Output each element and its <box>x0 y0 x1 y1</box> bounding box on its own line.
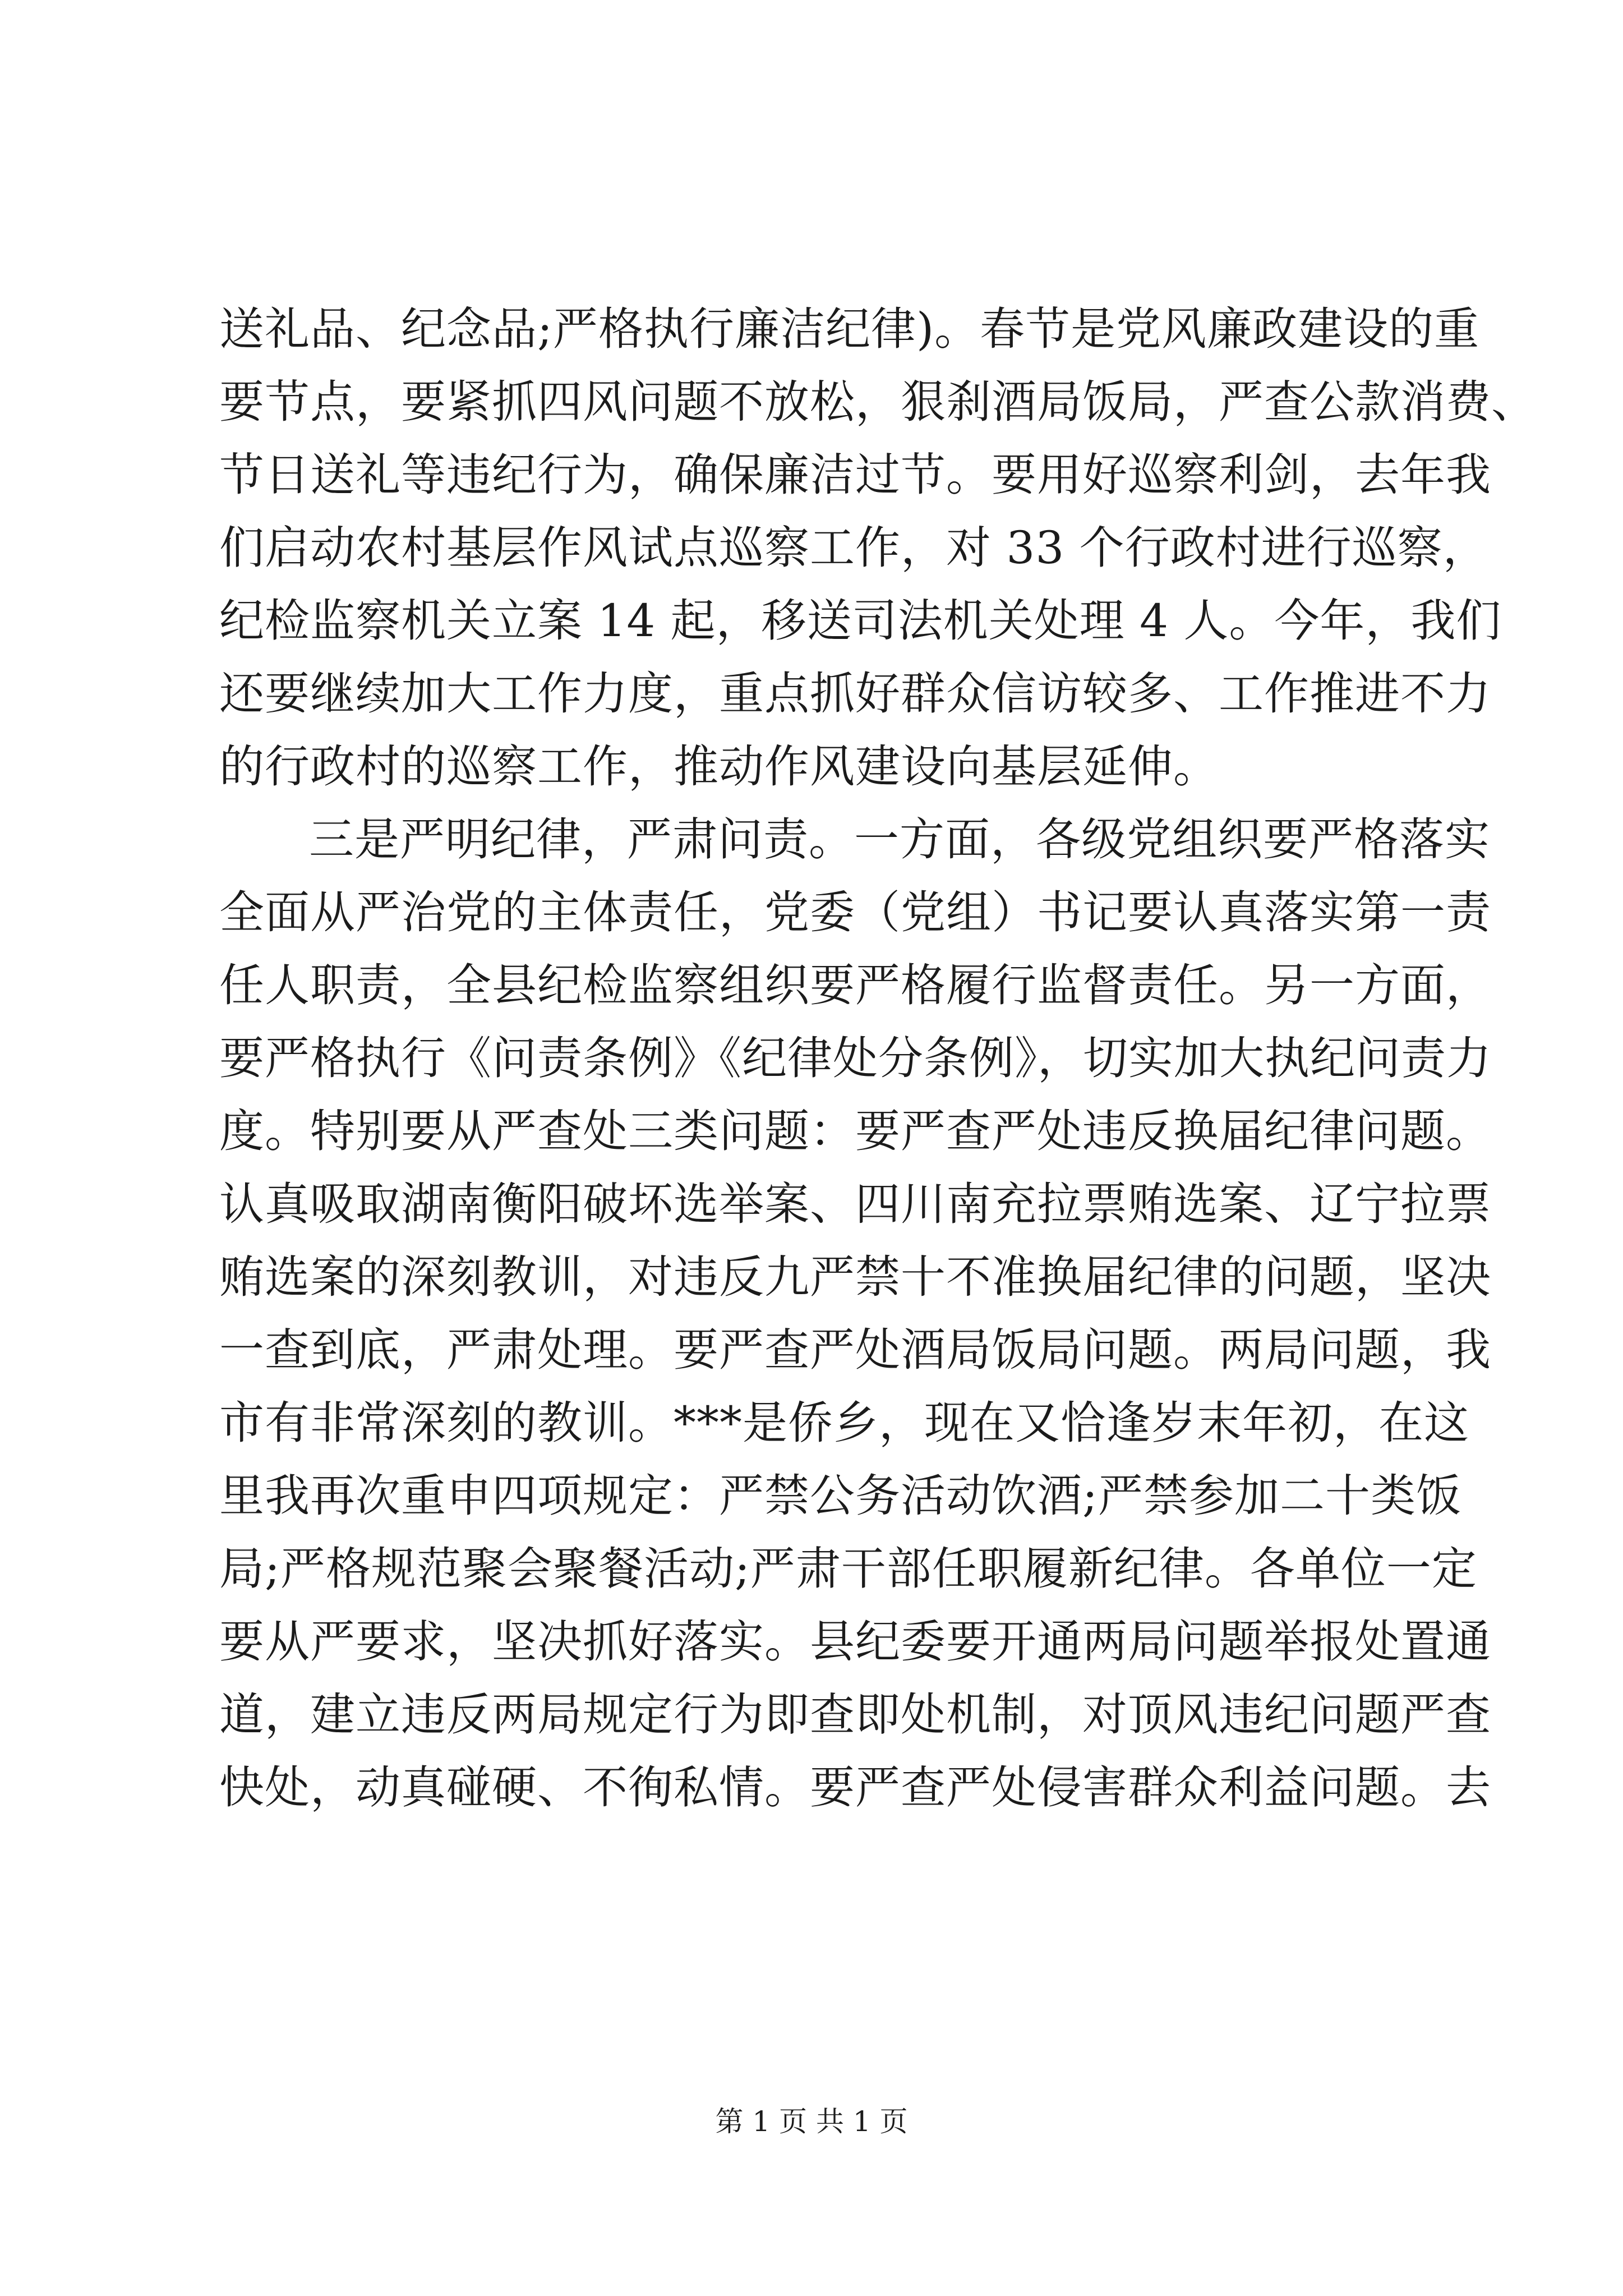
text-line: 还要继续加大工作力度，重点抓好群众信访较多、工作推进不力 <box>219 668 1491 720</box>
text-line: 纪检监察机关立案 14 起，移送司法机关处理 4 人。今年，我们 <box>219 595 1502 647</box>
text-line: 贿选案的深刻教训，对违反九严禁十不准换届纪律的问题，坚决 <box>219 1251 1491 1303</box>
text-line: 度。特别要从严查处三类问题：要严查严处违反换届纪律问题。 <box>219 1105 1491 1157</box>
text-line: 们启动农村基层作风试点巡察工作，对 33 个行政村进行巡察， <box>219 522 1488 574</box>
text-line: 的行政村的巡察工作，推动作风建设向基层延伸。 <box>219 740 1219 793</box>
text-line: 认真吸取湖南衡阳破坏选举案、四川南充拉票贿选案、辽宁拉票 <box>219 1178 1491 1230</box>
text-line: 送礼品、纪念品;严格执行廉洁纪律)。春节是党风廉政建设的重 <box>219 303 1480 355</box>
text-line: 市有非常深刻的教训。***是侨乡，现在又恰逢岁末年初，在这 <box>219 1397 1469 1449</box>
text-line: 里我再次重申四项规定：严禁公务活动饮酒;严禁参加二十类饭 <box>219 1470 1461 1522</box>
text-line: 任人职责，全县纪检监察组织要严格履行监督责任。另一方面， <box>219 959 1491 1011</box>
text-line: 要从严要求，坚决抓好落实。县纪委要开通两局问题举报处置通 <box>219 1616 1491 1668</box>
text-line: 一查到底，严肃处理。要严查严处酒局饭局问题。两局问题，我 <box>219 1324 1491 1376</box>
text-line: 局;严格规范聚会聚餐活动;严肃干部任职履新纪律。各单位一定 <box>219 1543 1477 1595</box>
paragraph-first-line: 三是严明纪律，严肃问责。一方面，各级党组织要严格落实 <box>309 813 1490 866</box>
text-line: 要节点，要紧抓四风问题不放松，狠刹酒局饭局，严查公款消费、 <box>219 376 1537 428</box>
text-line: 全面从严治党的主体责任，党委（党组）书记要认真落实第一责 <box>219 886 1491 938</box>
text-line: 节日送礼等违纪行为，确保廉洁过节。要用好巡察利剑，去年我 <box>219 449 1491 501</box>
text-line: 要严格执行《问责条例》《纪律处分条例》，切实加大执纪问责力 <box>219 1032 1492 1084</box>
text-line: 快处，动真碰硬、不徇私情。要严查严处侵害群众利益问题。去 <box>219 1761 1491 1814</box>
text-line: 道，建立违反两局规定行为即查即处机制，对顶风违纪问题严查 <box>219 1688 1491 1741</box>
page-number-footer: 第 1 页 共 1 页 <box>715 2105 908 2138</box>
